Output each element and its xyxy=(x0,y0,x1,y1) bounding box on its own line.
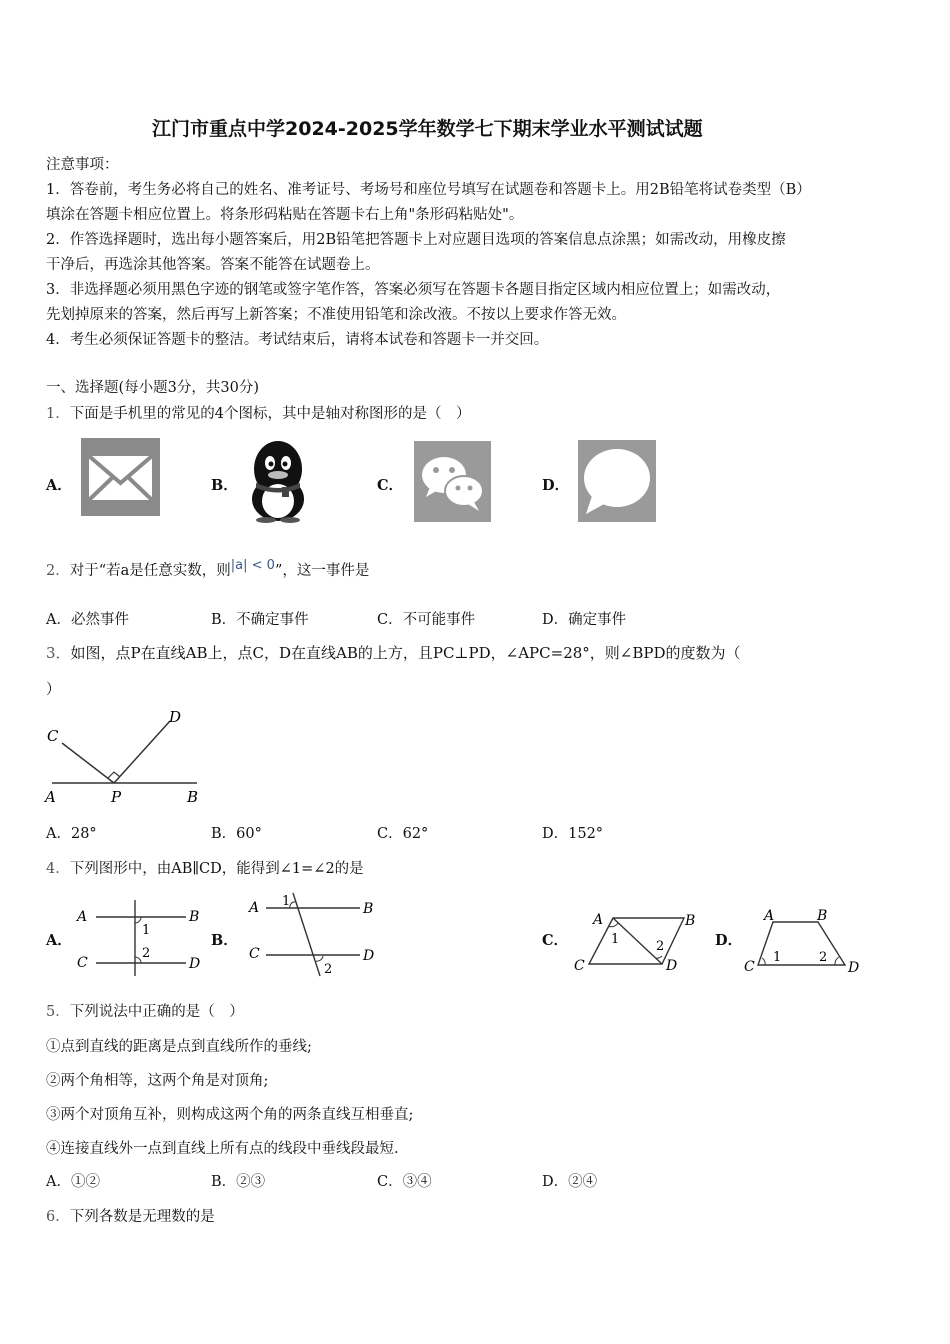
question-3-cont: ） xyxy=(46,682,61,698)
angle-1-label: 1 xyxy=(282,894,291,909)
envelope-icon xyxy=(81,438,160,516)
question-text: 如图，点P在直线AB上，点C，D在直线AB的上方，且PC⊥PD，∠APC=28°，则∠BPD的度数为（ xyxy=(70,644,741,662)
label-b: B xyxy=(363,901,374,917)
label-a: A xyxy=(249,900,260,916)
question-text: 下列图形中，由AB∥CD，能得到∠1=∠2的是 xyxy=(69,861,364,877)
q5-option-d[interactable]: D．②④ xyxy=(542,1174,598,1190)
q5-option-b[interactable]: B．②③ xyxy=(211,1174,266,1190)
question-text: ”，这一事件是 xyxy=(274,563,370,579)
notice-line: 1．答卷前，考生务必将自己的姓名、准考证号、考场号和座位号填写在试题卷和答题卡上。用2B铅笔将试卷类型（B） xyxy=(46,182,811,198)
q2-formula: |a| < 0 xyxy=(230,558,275,573)
question-text: 对于“若a是任意实数，则 xyxy=(69,563,231,579)
label-p: P xyxy=(111,788,122,806)
q5-statement: ④连接直线外一点到直线上所有点的线段中垂线段最短. xyxy=(46,1141,399,1157)
notice-line: 2．作答选择题时，选出每小题答案后，用2B铅笔把答题卡上对应题目选项的答案信息点涂黑；如需改动，用橡皮擦 xyxy=(46,232,786,248)
q4-figure-c xyxy=(570,906,705,976)
label-d: D xyxy=(848,960,860,976)
question-2 xyxy=(46,559,369,580)
question-number: 4． xyxy=(46,861,70,877)
page-title: 江门市重点中学2024-2025学年数学七下期末学业水平测试试题 xyxy=(152,118,703,140)
q2-option-c[interactable]: C．不可能事件 xyxy=(377,612,476,628)
angle-2-label: 2 xyxy=(819,950,828,965)
section-heading: 一、选择题(每小题3分，共30分) xyxy=(46,380,259,396)
label-b: B xyxy=(685,913,696,929)
notice-line: 填涂在答题卡相应位置上。将条形码粘贴在答题卡右上角"条形码粘贴处"。 xyxy=(46,207,524,223)
angle-1-label: 1 xyxy=(611,932,620,947)
notice-line: 3．非选择题必须用黑色字迹的钢笔或签字笔作答，答案必须写在答题卡各题目指定区域内相应位置上；如需改动， xyxy=(46,282,781,298)
q4-figure-a xyxy=(72,898,212,980)
notice-line: 干净后，再选涂其他答案。答案不能答在试题卷上。 xyxy=(46,257,380,273)
label-d: D xyxy=(363,948,375,964)
wechat-icon xyxy=(414,441,491,522)
question-6 xyxy=(46,1205,215,1226)
question-text: 下列说法中正确的是（ ） xyxy=(69,1004,244,1020)
q5-statement: ③两个对顶角互补，则构成这两个角的两条直线互相垂直; xyxy=(46,1107,414,1123)
question-4 xyxy=(46,857,364,878)
notice-line: 4．考生必须保证答题卡的整洁。考试结束后，请将本试卷和答题卡一并交回。 xyxy=(46,332,549,348)
notice-line: 先划掉原来的答案，然后再写上新答案；不准使用铅笔和涂改液。不按以上要求作答无效。 xyxy=(46,307,626,323)
label-c: C xyxy=(744,959,755,975)
question-number: 5． xyxy=(46,1004,70,1020)
question-3 xyxy=(46,642,741,663)
q3-diagram xyxy=(42,706,207,808)
q2-option-d[interactable]: D．确定事件 xyxy=(542,612,627,628)
notice-heading: 注意事项： xyxy=(46,157,119,173)
q5-option-c[interactable]: C．③④ xyxy=(377,1174,432,1190)
q5-statement: ①点到直线的距离是点到直线所作的垂线; xyxy=(46,1039,312,1055)
q4-option-a-label[interactable]: A． xyxy=(46,932,72,949)
question-text: 下面是手机里的常见的4个图标，其中是轴对称图形的是（ ） xyxy=(69,406,471,422)
q3-option-b[interactable]: B．60° xyxy=(211,826,262,842)
angle-1-label: 1 xyxy=(773,950,782,965)
angle-2-label: 2 xyxy=(656,939,665,954)
q4-option-b-label[interactable]: B． xyxy=(211,932,238,949)
label-b: B xyxy=(817,908,828,924)
q1-option-a-label[interactable]: A． xyxy=(46,477,72,494)
label-d: D xyxy=(169,708,182,726)
angle-2-label: 2 xyxy=(142,946,151,961)
label-d: D xyxy=(666,958,678,974)
question-number: 1． xyxy=(46,406,70,422)
question-number: 6． xyxy=(46,1209,70,1225)
label-a: A xyxy=(593,912,604,928)
label-a: A xyxy=(77,909,88,925)
q3-option-d[interactable]: D．152° xyxy=(542,826,604,842)
q1-option-d-label[interactable]: D． xyxy=(542,477,570,494)
q3-option-a[interactable]: A．28° xyxy=(46,826,97,842)
q2-option-b[interactable]: B．不确定事件 xyxy=(211,612,309,628)
q4-option-c-label[interactable]: C． xyxy=(542,932,569,949)
q4-figure-b xyxy=(246,890,386,980)
q1-option-b-label[interactable]: B． xyxy=(211,477,238,494)
label-c: C xyxy=(77,955,88,971)
q5-statement: ②两个角相等，这两个角是对顶角; xyxy=(46,1073,269,1089)
label-c: C xyxy=(47,727,59,745)
label-d: D xyxy=(189,956,201,972)
angle-1-label: 1 xyxy=(142,923,151,938)
question-text: 下列各数是无理数的是 xyxy=(69,1209,215,1225)
question-1 xyxy=(46,402,470,423)
question-number: 2． xyxy=(46,563,70,579)
label-b: B xyxy=(187,788,199,806)
label-a: A xyxy=(45,788,56,806)
angle-2-label: 2 xyxy=(324,962,333,977)
penguin-icon xyxy=(244,439,312,523)
speech-bubble-icon xyxy=(578,440,656,522)
q5-option-a[interactable]: A．①② xyxy=(46,1174,100,1190)
label-b: B xyxy=(189,909,200,925)
label-c: C xyxy=(249,946,260,962)
q2-option-a[interactable]: A．必然事件 xyxy=(46,612,129,628)
q1-option-c-label[interactable]: C． xyxy=(377,477,404,494)
q4-option-d-label[interactable]: D． xyxy=(715,932,743,949)
question-number: 3． xyxy=(46,644,71,662)
question-5 xyxy=(46,1000,244,1021)
q3-option-c[interactable]: C．62° xyxy=(377,826,429,842)
label-c: C xyxy=(574,958,585,974)
label-a: A xyxy=(764,908,775,924)
q4-figure-d xyxy=(742,906,867,978)
